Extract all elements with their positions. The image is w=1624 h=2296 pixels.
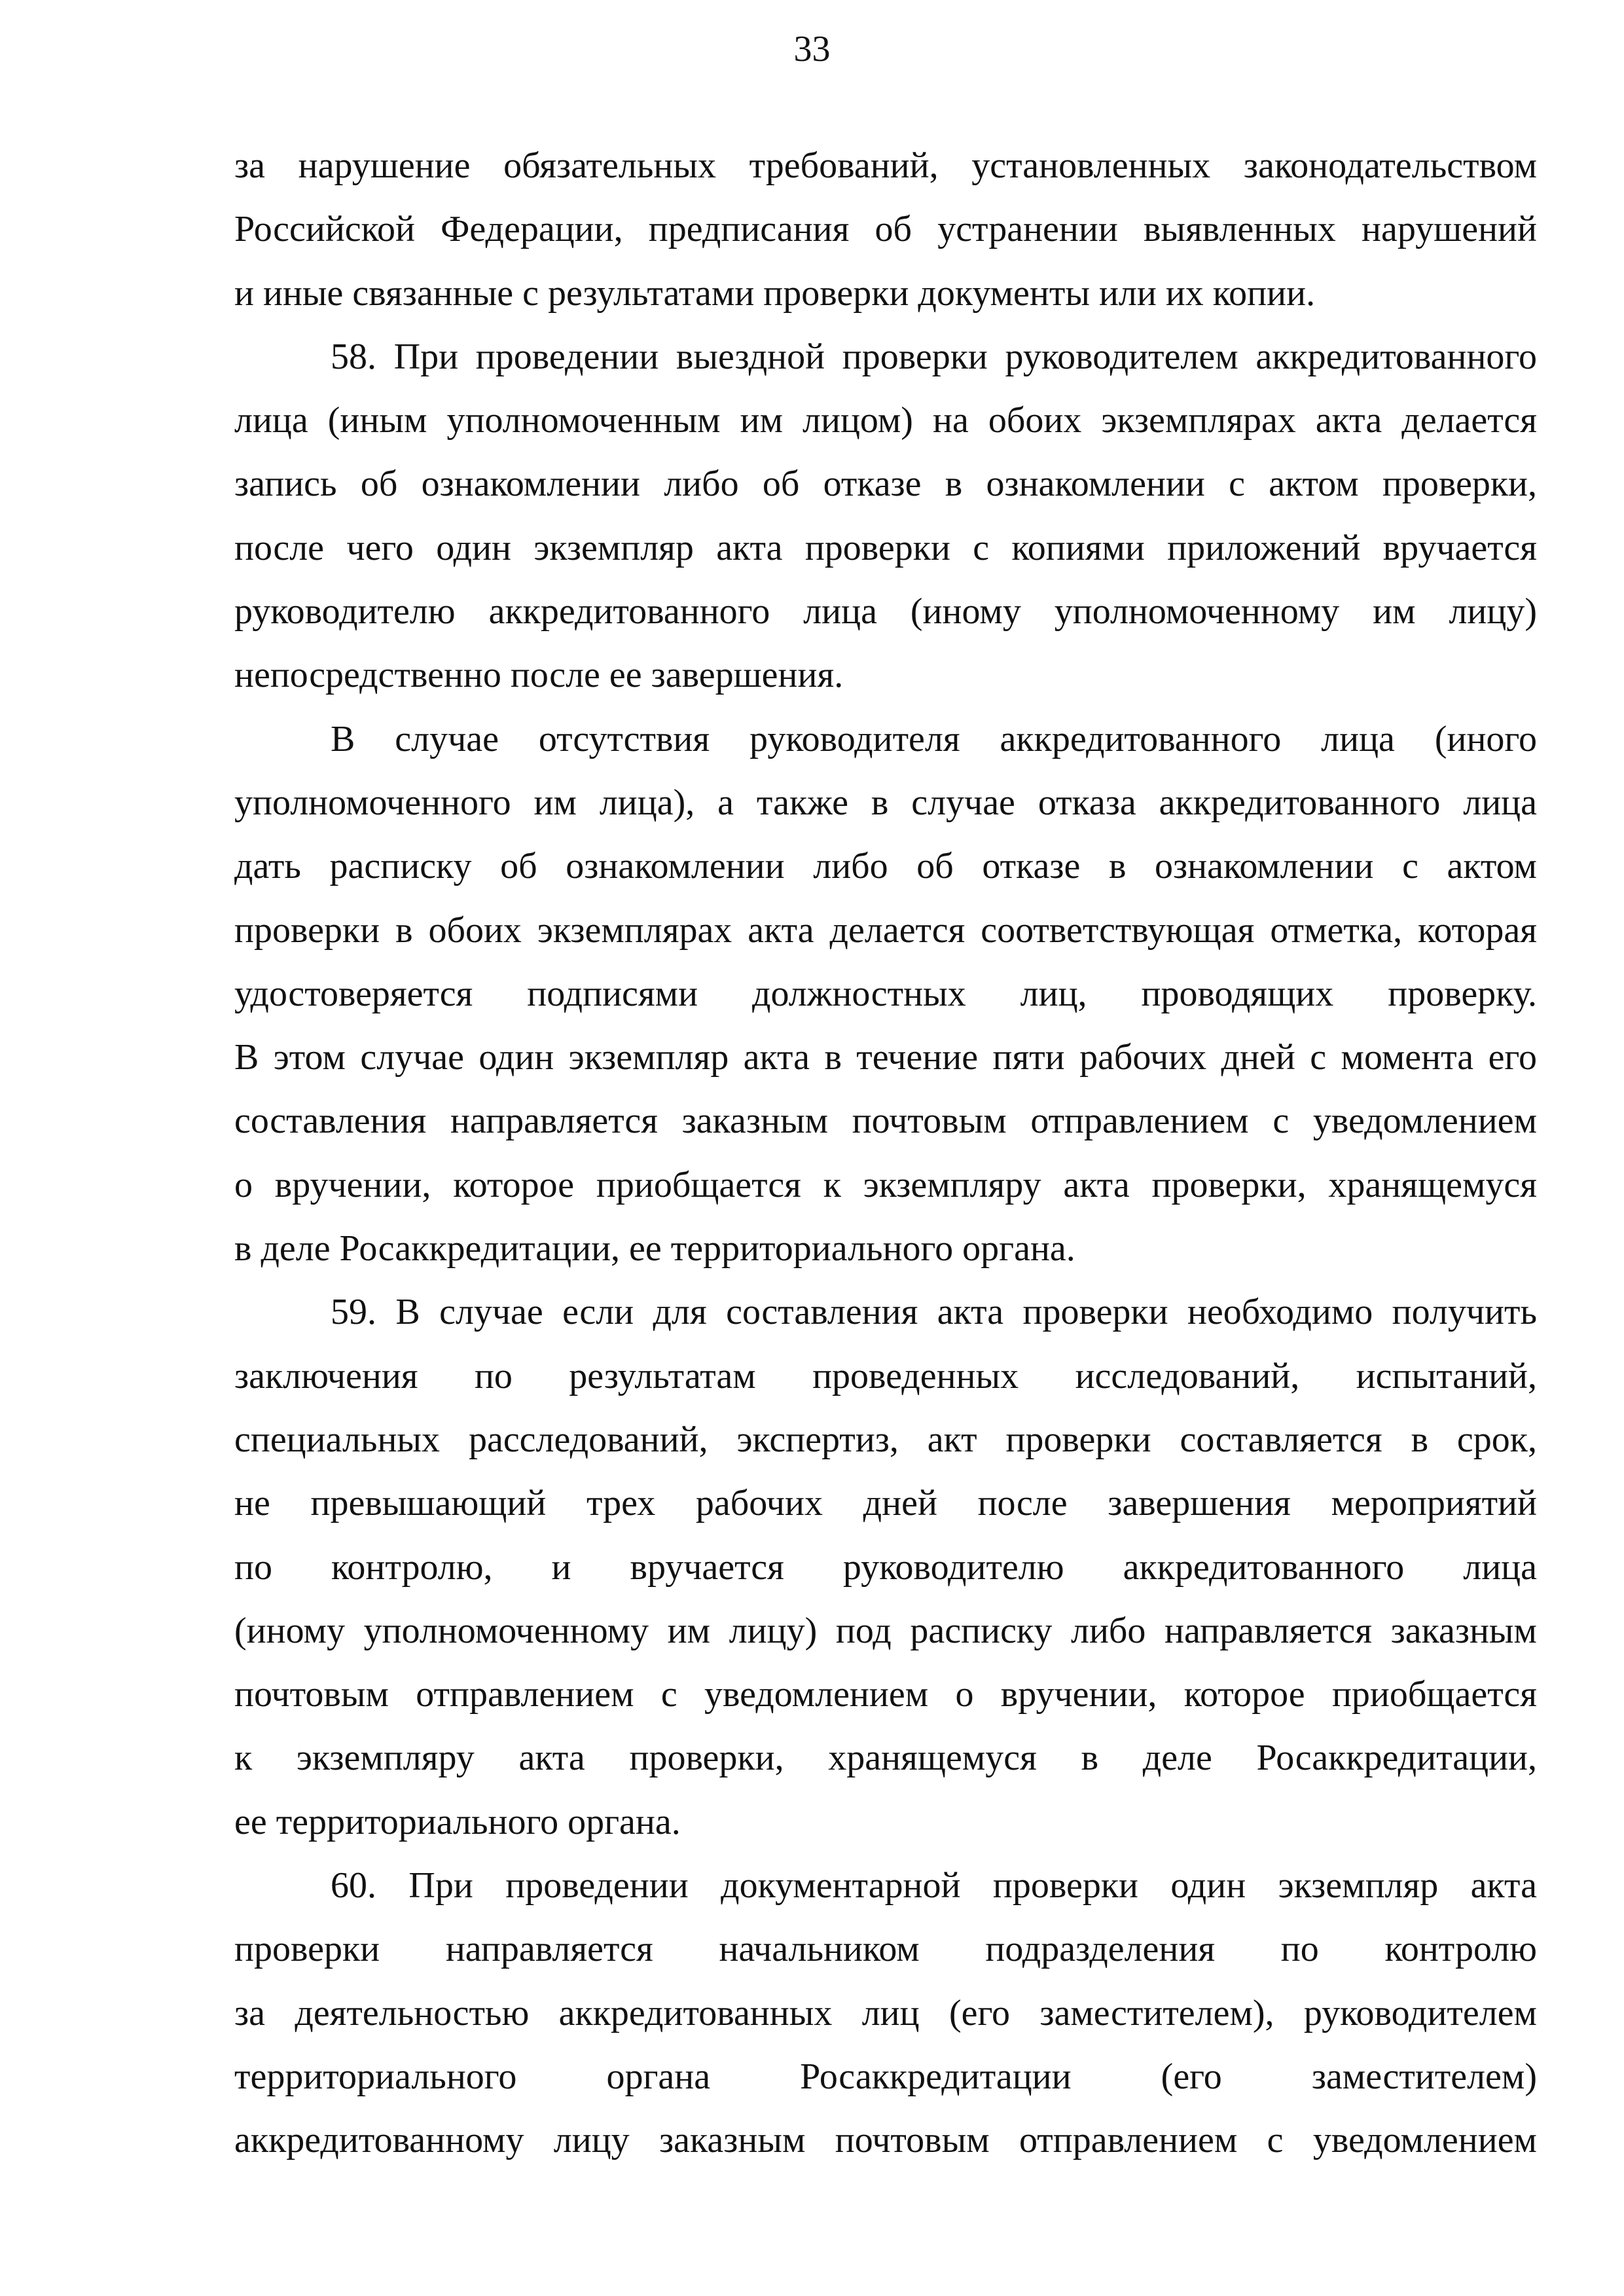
text-line: ее территориального органа. <box>234 1801 681 1842</box>
text-line: заключения по результатам проведенных исследований, испытаний, <box>234 1355 1537 1396</box>
text-line: (иному уполномоченному им лицу) под расписку либо направляется заказным <box>234 1610 1537 1651</box>
document-body <box>234 134 1537 2173</box>
paragraph-59-start: 59. В случае если для составления акта проверки необходимо получить <box>331 1292 1537 1333</box>
text-line: руководителю аккредитованного лица (иному уполномоченному им лицу) <box>234 591 1537 632</box>
text-line: непосредственно после ее завершения. <box>234 655 844 696</box>
text-line: Российской Федерации, предписания об устранении выявленных нарушений <box>234 209 1537 250</box>
text-line: по контролю, и вручается руководителю аккредитованного лица <box>234 1546 1537 1588</box>
text-line: не превышающий трех рабочих дней после завершения мероприятий <box>234 1483 1537 1524</box>
text-line: о вручении, которое приобщается к экземпляру акта проверки, хранящемуся <box>234 1164 1537 1205</box>
text-line: аккредитованному лицу заказным почтовым отправлением с уведомлением <box>234 2120 1537 2161</box>
text-line: за деятельностью аккредитованных лиц (его заместителем), руководителем <box>234 1992 1537 2033</box>
paragraph-60-start: 60. При проведении документарной проверки один экземпляр акта <box>331 1865 1537 1906</box>
text-line: территориального органа Росаккредитации (его заместителем) <box>234 2056 1537 2097</box>
text-line: удостоверяется подписями должностных лиц, проводящих проверку. <box>234 973 1537 1014</box>
paragraph-start: В случае отсутствия руководителя аккредитованного лица (иного <box>331 718 1537 759</box>
text-line: В этом случае один экземпляр акта в течение пяти рабочих дней с момента его <box>234 1037 1537 1078</box>
text-line: дать расписку об ознакомлении либо об отказе в ознакомлении с актом <box>234 846 1537 887</box>
text-line: почтовым отправлением с уведомлением о вручении, которое приобщается <box>234 1674 1537 1715</box>
text-line: за нарушение обязательных требований, установленных законодательством <box>234 145 1537 186</box>
text-line: и иные связанные с результатами проверки документы или их копии. <box>234 272 1316 314</box>
text-line: проверки в обоих экземплярах акта делается соответствующая отметка, которая <box>234 909 1537 951</box>
text-line: проверки направляется начальником подразделения по контролю <box>234 1929 1537 1970</box>
text-line: специальных расследований, экспертиз, акт проверки составляется в срок, <box>234 1419 1537 1460</box>
paragraph-58-start: 58. При проведении выездной проверки руководителем аккредитованного <box>331 336 1537 377</box>
text-line: лица (иным уполномоченным им лицом) на обоих экземплярах акта делается <box>234 400 1537 441</box>
text-line: к экземпляру акта проверки, хранящемуся в деле Росаккредитации, <box>234 1738 1537 1779</box>
text-line: уполномоченного им лица), а также в случае отказа аккредитованного лица <box>234 782 1537 823</box>
text-line: в деле Росаккредитации, ее территориального органа. <box>234 1228 1075 1269</box>
text-line: запись об ознакомлении либо об отказе в ознакомлении с актом проверки, <box>234 464 1537 505</box>
text-line: после чего один экземпляр акта проверки с копиями приложений вручается <box>234 527 1537 568</box>
text-line: составления направляется заказным почтовым отправлением с уведомлением <box>234 1101 1537 1142</box>
page-number: 33 <box>793 29 831 69</box>
